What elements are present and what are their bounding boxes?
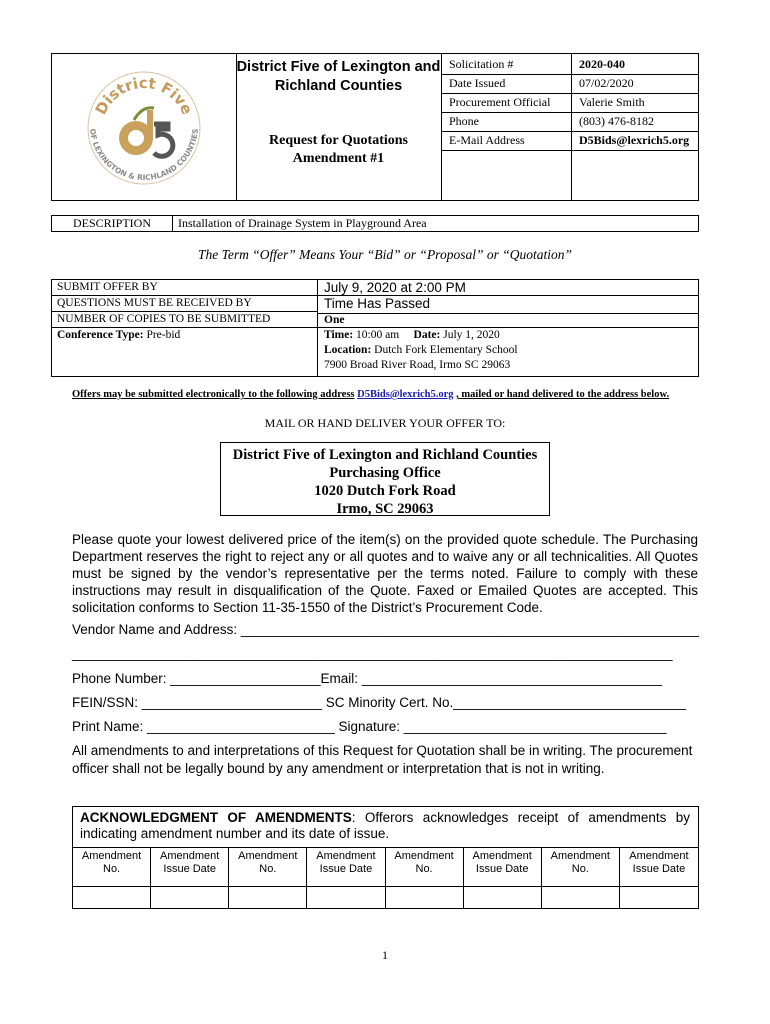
email-value: D5Bids@lexrich5.org [579,133,690,147]
phone-email-field[interactable]: Phone Number: ____________________Email: ________________________________________ [72,671,663,686]
amendment-date-header: Amendment Issue Date [629,850,689,875]
mailing-address-box [220,442,550,516]
acknowledgment-box [72,806,699,909]
procurement-official-value: Valerie Smith [579,95,645,109]
address-line-3: 1020 Dutch Fork Road [314,483,456,499]
print-name-signature-field[interactable]: Print Name: _________________________ Signature: ___________________________________ [72,719,667,734]
phone-label: Phone [449,114,479,128]
copies-label: NUMBER OF COPIES TO BE SUBMITTED [57,313,271,325]
svg-text:District Five: District Five [91,73,197,118]
questions-label: QUESTIONS MUST BE RECEIVED BY [57,297,252,309]
amendment-date-input[interactable] [464,886,542,908]
amendment-date-header: Amendment Issue Date [151,848,229,886]
org-title: District Five of Lexington and Richland Counties [236,59,441,94]
conference-time: Time: 10:00 am Date: July 1, 2020 [324,329,500,341]
address-line-4: Irmo, SC 29063 [336,501,434,517]
questions-value: Time Has Passed [324,296,431,311]
amendment-date-input[interactable] [151,886,229,908]
amendment-date-input[interactable] [307,886,385,908]
conference-address: 7900 Broad River Road, Irmo SC 29063 [324,359,511,371]
date-issued-label: Date Issued [449,76,506,90]
page-number: 1 [382,948,388,962]
address-line-1: District Five of Lexington and Richland Counties [232,447,538,463]
svg-text:OF LEXINGTON & RICHLAND COUNTI: OF LEXINGTON & RICHLAND COUNTIES [87,128,200,183]
amendment-no-input[interactable] [386,886,464,908]
instructions-paragraph: Please quote your lowest delivered price of the item(s) on the provided quote schedule. The Purchasing Department reserves the right to reject any or all quotes and to waive any or all technicalities. All Quotes must be signed by the vendor’s representative per the terms noted. Failure to comply with these instructions may result in disqualification of the Quote. Faxed or Emailed Quotes are accepted. This solicitation conforms to Section 11-35-1550 of the District’s Procurement Code. [72,532,698,615]
amendment-no-input[interactable] [229,886,307,908]
conference-type: Conference Type: Pre-bid [57,329,181,341]
amendment-date-header: Amendment Issue Date [464,848,542,886]
district-five-logo [74,68,214,188]
acknowledgment-text: ACKNOWLEDGMENT OF AMENDMENTS: Offerors acknowledges receipt of amendments by indicating amendment number and its date of issue. [80,810,691,841]
fein-minority-field[interactable]: FEIN/SSN: ________________________ SC Minority Cert. No._______________________________ [72,695,686,710]
amendment-no-header: Amendment No. [386,848,464,886]
submit-offer-label: SUBMIT OFFER BY [57,281,158,293]
term-note: The Term “Offer” Means Your “Bid” or “Proposal” or “Quotation” [198,247,572,262]
bids-email-link[interactable]: D5Bids@lexrich5.org [357,389,454,400]
amendments-note: All amendments to and interpretations of this Request for Quotation shall be in writing. The procurement officer shall not be legally bound by any amendment or interpretation that is not in writing. [72,743,693,776]
amendment-no-input[interactable] [542,886,620,908]
date-issued-value: 07/02/2020 [579,76,634,90]
solicitation-value: 2020-040 [579,57,625,71]
doc-title: Request for Quotations Amendment #1 [269,133,408,166]
mail-heading: MAIL OR HAND DELIVER YOUR OFFER TO: [264,416,506,430]
offers-note: Offers may be submitted electronically to the following address D5Bids@lexrich5.org , mailed or hand delivered to the address below. [72,389,670,400]
vendor-address-field[interactable]: ________________________________________________________________________________ [72,646,673,661]
description-label: DESCRIPTION [72,216,151,230]
amendment-date-input[interactable] [620,886,698,908]
amendment-no-header: Amendment No. [73,848,151,886]
description-row [51,215,699,232]
solicitation-label: Solicitation # [449,57,514,71]
phone-value: (803) 476-8182 [579,114,654,128]
procurement-official-label: Procurement Official [449,95,551,109]
address-line-2: Purchasing Office [329,465,441,481]
amendment-date-header: Amendment Issue Date [307,848,385,886]
amendment-no-input[interactable] [73,886,151,908]
description-value: Installation of Drainage System in Playground Area [178,216,427,230]
submit-offer-value: July 9, 2020 at 2:00 PM [324,280,466,295]
amendment-no-header: Amendment No. [542,848,620,886]
amendments-grid [73,847,698,908]
vendor-name-field[interactable]: Vendor Name and Address: _____________________________________________________________ [72,622,699,637]
copies-value: One [324,314,345,326]
header-box [51,53,699,201]
email-label: E-Mail Address [449,133,525,147]
conference-location: Location: Dutch Fork Elementary School [324,344,518,356]
amendment-no-header: Amendment No. [229,848,307,886]
submission-table [51,279,699,377]
